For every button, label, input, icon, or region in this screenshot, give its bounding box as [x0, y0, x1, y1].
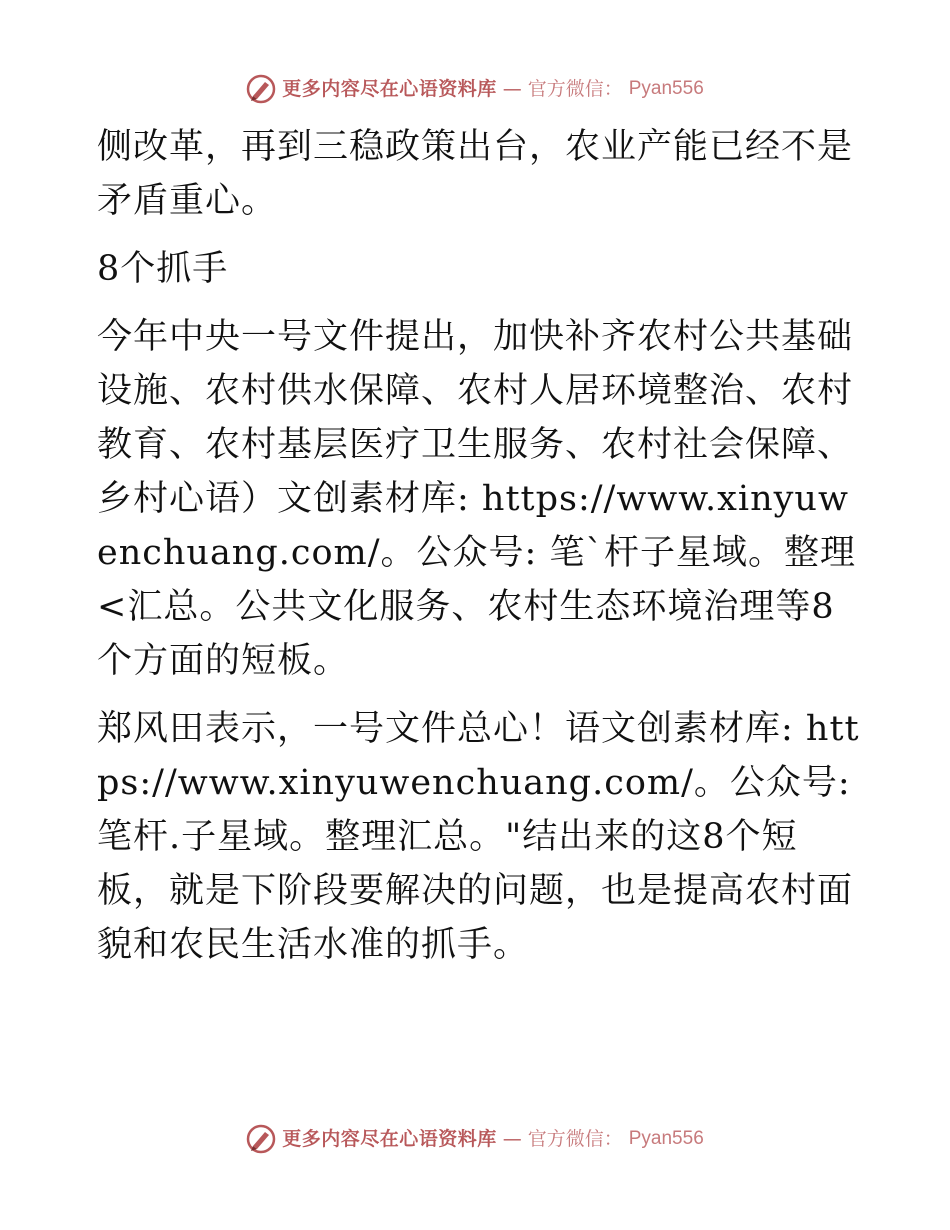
document-body — [97, 120, 867, 986]
section-heading: 8个抓手 — [97, 249, 229, 289]
watermark-dash: — — [502, 1128, 522, 1150]
pen-logo-icon — [246, 74, 276, 104]
watermark-wechat-id: Pyan556 — [628, 78, 704, 99]
watermark-main-text: 更多内容尽在心语资料库 — [282, 78, 497, 100]
watermark-main-text: 更多内容尽在心语资料库 — [282, 1128, 497, 1150]
watermark-wechat-id: Pyan556 — [628, 1128, 704, 1149]
paragraph-2: 今年中央一号文件提出，加快补齐农村公共基础设施、农村供水保障、农村人居环境整治、农村教育、农村基层医疗卫生服务、农村社会保障、乡村心语）文创素材库: https://www.xinyuwenchuang.com/。公众号: 笔`杆子星域。整理<汇总。公共文化服务、农村生态环境治理等8个方面的短板。 — [97, 317, 856, 681]
watermark-sub-text: 官方微信： — [527, 78, 623, 100]
header-watermark — [0, 74, 950, 104]
watermark-sub-text: 官方微信： — [527, 1128, 623, 1150]
paragraph-3: 郑风田表示，一号文件总心！语文创素材库: https://www.xinyuwenchuang.com/。公众号: 笔杆.子星域。整理汇总。"结出来的这8个短板，就是下阶段要解决的问题，也是提高农村面貌和农民生活水准的抓手。 — [97, 709, 860, 965]
footer-watermark — [0, 1124, 950, 1154]
paragraph-1: 侧改革，再到三稳政策出台，农业产能已经不是矛盾重心。 — [97, 127, 854, 221]
pen-logo-icon — [246, 1124, 276, 1154]
watermark-dash: — — [502, 78, 522, 100]
